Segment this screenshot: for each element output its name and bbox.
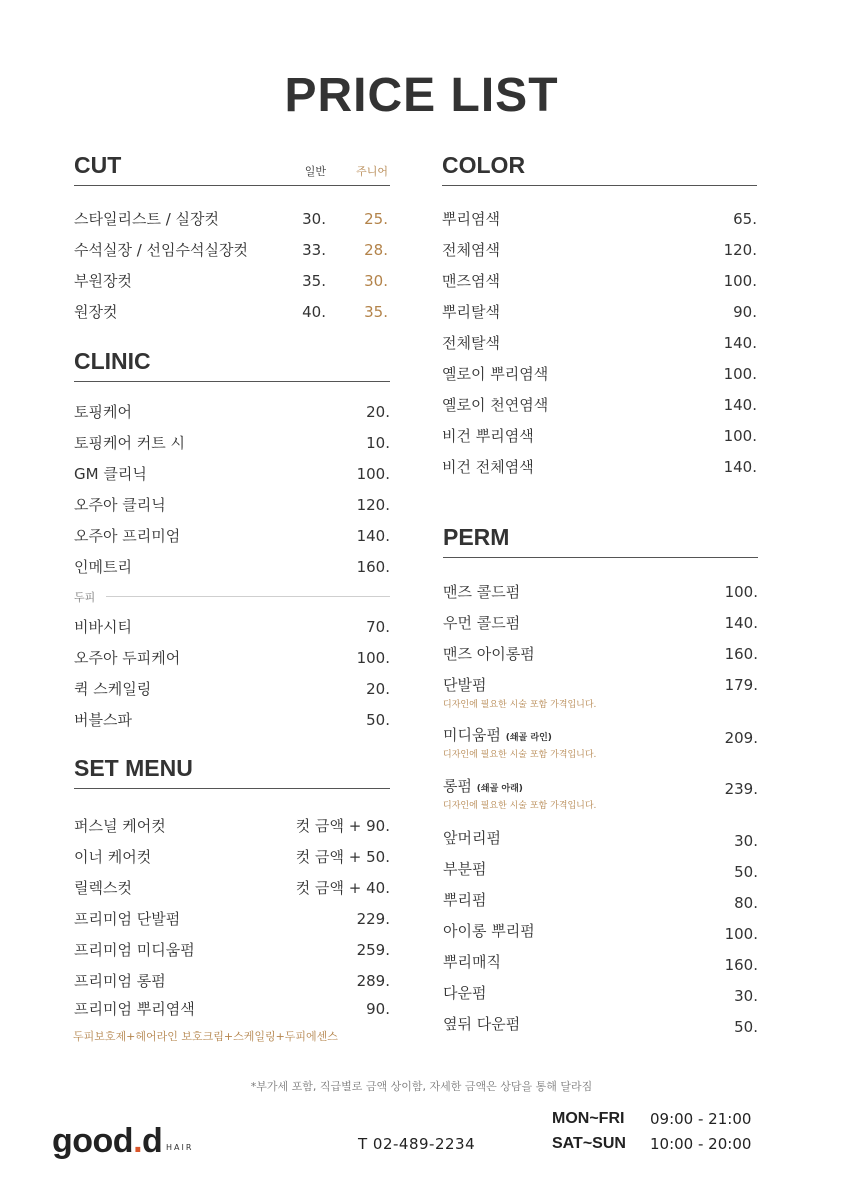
- item-name: 옐로이 천연염색: [442, 396, 549, 414]
- color-row: [442, 271, 757, 291]
- item-name: 이너 케어컷: [74, 848, 152, 866]
- item-price: 50.: [734, 863, 758, 881]
- color-row: [442, 364, 757, 384]
- set-menu-header: [74, 756, 390, 789]
- item-note: 디자인에 필요한 시술 포함 가격입니다.: [443, 750, 597, 760]
- item-price: 140.: [356, 527, 390, 545]
- cut-section: [74, 152, 390, 321]
- item-name: 옆뒤 다운펌: [443, 1015, 521, 1033]
- clinic-section: [74, 348, 390, 729]
- set-row: [74, 878, 390, 898]
- perm-row: [443, 828, 758, 848]
- item-price: 160.: [356, 558, 390, 576]
- price-junior: 35.: [364, 303, 388, 321]
- item-note: 디자인에 필요한 시술 포함 가격입니다.: [443, 700, 597, 710]
- item-name: 단발펌: [443, 676, 487, 694]
- item-name: 맨즈염색: [442, 272, 500, 290]
- item-name: 오주아 프리미엄: [74, 527, 181, 545]
- perm-row: [443, 725, 758, 760]
- item-price: 160.: [724, 956, 758, 974]
- color-section: [442, 152, 757, 476]
- price-junior: 25.: [364, 210, 388, 228]
- perm-row: [443, 675, 758, 710]
- item-name: 퀵 스케일링: [74, 680, 152, 698]
- perm-row: [443, 952, 758, 972]
- color-row: [442, 426, 757, 446]
- set-row: [74, 847, 390, 867]
- perm-title: PERM: [443, 524, 510, 550]
- perm-row: [443, 582, 758, 602]
- cut-row: [74, 240, 390, 260]
- item-price: 20.: [366, 680, 390, 698]
- color-row: [442, 333, 757, 353]
- scalp-row: [74, 617, 390, 637]
- item-name: 옐로이 뿌리염색: [442, 365, 549, 383]
- col-junior-label: 주니어: [356, 165, 388, 178]
- set-menu-note: 두피보호제+헤어라인 보호크림+스케일링+두피에센스: [73, 1030, 338, 1043]
- perm-header: [443, 525, 758, 558]
- color-header: [442, 153, 757, 186]
- item-sub: (쇄골 라인): [505, 733, 552, 743]
- item-price: 컷 금액 + 40.: [295, 879, 390, 897]
- item-price: 30.: [734, 832, 758, 850]
- perm-row: [443, 921, 758, 941]
- scalp-label: 두피: [74, 591, 96, 604]
- item-price: 100.: [356, 465, 390, 483]
- vat-footnote: *부가세 포함, 직급별로 금액 상이함, 자세한 금액은 상담을 통해 달라짐: [250, 1080, 593, 1093]
- item-name: 전체염색: [442, 241, 500, 259]
- item-name: 버블스파: [74, 711, 132, 729]
- item-name: GM 클리닉: [74, 465, 147, 483]
- item-name: 다운펌: [443, 984, 487, 1002]
- item-name: 부원장컷: [74, 272, 132, 290]
- item-name: 맨즈 콜드펌: [443, 583, 521, 601]
- logo-subtitle: HAIR: [166, 1143, 194, 1152]
- item-price: 140.: [723, 458, 757, 476]
- item-name: 프리미엄 미디움펌: [74, 941, 195, 959]
- set-row: [74, 816, 390, 836]
- item-price: 140.: [723, 334, 757, 352]
- item-name: 비바시티: [74, 618, 132, 636]
- perm-row: [443, 890, 758, 910]
- item-price: 100.: [723, 365, 757, 383]
- item-price: 179.: [724, 676, 758, 694]
- item-name: 오주아 클리닉: [74, 496, 166, 514]
- item-name: 프리미엄 뿌리염색: [74, 1000, 195, 1018]
- item-price: 259.: [356, 941, 390, 959]
- color-row: [442, 457, 757, 477]
- set-row: [74, 940, 390, 960]
- hours-day: SAT~SUN: [552, 1135, 626, 1152]
- item-name: 비건 뿌리염색: [442, 427, 534, 445]
- hours-row: [552, 1135, 762, 1160]
- price-regular: 30.: [302, 210, 326, 228]
- item-name: 뿌리펌: [443, 891, 487, 909]
- color-row: [442, 240, 757, 260]
- item-price: 120.: [723, 241, 757, 259]
- item-price: 20.: [366, 403, 390, 421]
- perm-row: [443, 1014, 758, 1034]
- item-name: 원장컷: [74, 303, 118, 321]
- cut-header: [74, 153, 390, 186]
- item-price: 100.: [724, 925, 758, 943]
- item-name: 프리미엄 롱펌: [74, 972, 166, 990]
- price-regular: 40.: [302, 303, 326, 321]
- item-price: 229.: [356, 910, 390, 928]
- item-price: 30.: [734, 987, 758, 1005]
- item-price: 50.: [366, 711, 390, 729]
- scalp-divider: [106, 596, 390, 597]
- item-price: 10.: [366, 434, 390, 452]
- logo-dot: .: [133, 1122, 143, 1160]
- item-price: 289.: [356, 972, 390, 990]
- color-row: [442, 209, 757, 229]
- col-regular-label: 일반: [304, 165, 326, 178]
- clinic-row: [74, 433, 390, 453]
- item-name: 비건 전체염색: [442, 458, 534, 476]
- item-note: 디자인에 필요한 시술 포함 가격입니다.: [443, 801, 597, 811]
- item-price: 100.: [723, 272, 757, 290]
- item-price: 120.: [356, 496, 390, 514]
- hours-day: MON~FRI: [552, 1110, 625, 1127]
- item-name: 뿌리매직: [443, 953, 501, 971]
- price-regular: 33.: [302, 241, 326, 259]
- item-price: 209.: [724, 729, 758, 747]
- price-junior: 28.: [364, 241, 388, 259]
- item-name: 수석실장 / 선임수석실장컷: [74, 241, 248, 259]
- item-price: 140.: [723, 396, 757, 414]
- hours-time: 10:00 - 20:00: [650, 1135, 752, 1153]
- item-sub: (쇄골 아래): [476, 784, 523, 794]
- clinic-row: [74, 402, 390, 422]
- item-price: 컷 금액 + 50.: [295, 848, 390, 866]
- cut-title: CUT: [74, 152, 122, 178]
- item-name: 뿌리염색: [442, 210, 500, 228]
- perm-row: [443, 613, 758, 633]
- item-name: 미디움펌: [443, 726, 501, 744]
- item-name: 인메트리: [74, 558, 132, 576]
- item-name: 뿌리탈색: [442, 303, 500, 321]
- item-name: 토핑케어: [74, 403, 132, 421]
- scalp-row: [74, 710, 390, 730]
- logo-text-d: d: [142, 1122, 163, 1160]
- perm-row: [443, 859, 758, 879]
- clinic-row: [74, 495, 390, 515]
- color-row: [442, 302, 757, 322]
- cut-row: [74, 271, 390, 291]
- item-name: 앞머리펌: [443, 829, 501, 847]
- set-row: [74, 971, 390, 991]
- price-junior: 30.: [364, 272, 388, 290]
- item-price: 90.: [733, 303, 757, 321]
- item-name: 전체탈색: [442, 334, 500, 352]
- set-row: [74, 909, 390, 929]
- item-name: 오주아 두피케어: [74, 649, 181, 667]
- brand-logo: [52, 1122, 162, 1161]
- set-menu-title: SET MENU: [74, 755, 193, 781]
- color-row: [442, 395, 757, 415]
- cut-row: [74, 209, 390, 229]
- hours-time: 09:00 - 21:00: [650, 1110, 752, 1128]
- item-price: 239.: [724, 780, 758, 798]
- item-price: 컷 금액 + 90.: [295, 817, 390, 835]
- price-regular: 35.: [302, 272, 326, 290]
- item-price: 160.: [724, 645, 758, 663]
- item-price: 90.: [366, 1000, 390, 1018]
- item-price: 50.: [734, 1018, 758, 1036]
- item-price: 100.: [723, 427, 757, 445]
- item-name: 맨즈 아이롱펌: [443, 645, 535, 663]
- perm-row: [443, 776, 758, 811]
- phone-number: T 02-489-2234: [358, 1135, 476, 1153]
- scalp-row: [74, 679, 390, 699]
- logo-text: good: [52, 1122, 134, 1160]
- item-name: 릴렉스컷: [74, 879, 132, 897]
- item-price: 80.: [734, 894, 758, 912]
- perm-section: [443, 524, 758, 1036]
- item-name: 퍼스널 케어컷: [74, 817, 166, 835]
- set-row: [74, 999, 390, 1019]
- item-name: 부분펌: [443, 860, 487, 878]
- color-title: COLOR: [442, 152, 526, 178]
- item-name: 프리미엄 단발펌: [74, 910, 181, 928]
- item-price: 100.: [356, 649, 390, 667]
- set-menu-section: [74, 755, 390, 1018]
- item-name: 스타일리스트 / 실장컷: [74, 210, 220, 228]
- hours-row: [552, 1110, 762, 1135]
- clinic-header: [74, 349, 390, 382]
- clinic-title: CLINIC: [74, 348, 151, 374]
- item-name: 토핑케어 커트 시: [74, 434, 185, 452]
- clinic-row: [74, 464, 390, 484]
- perm-row: [443, 983, 758, 1003]
- item-name: 우먼 콜드펌: [443, 614, 521, 632]
- scalp-row: [74, 648, 390, 668]
- item-price: 70.: [366, 618, 390, 636]
- business-hours: [552, 1110, 762, 1160]
- page-title: PRICE LIST: [284, 69, 559, 122]
- item-price: 65.: [733, 210, 757, 228]
- perm-row: [443, 644, 758, 664]
- clinic-row: [74, 526, 390, 546]
- item-name: 롱펌: [443, 777, 472, 795]
- item-price: 100.: [724, 583, 758, 601]
- cut-row: [74, 302, 390, 322]
- item-name: 아이롱 뿌리펌: [443, 922, 535, 940]
- item-price: 140.: [724, 614, 758, 632]
- clinic-row: [74, 557, 390, 577]
